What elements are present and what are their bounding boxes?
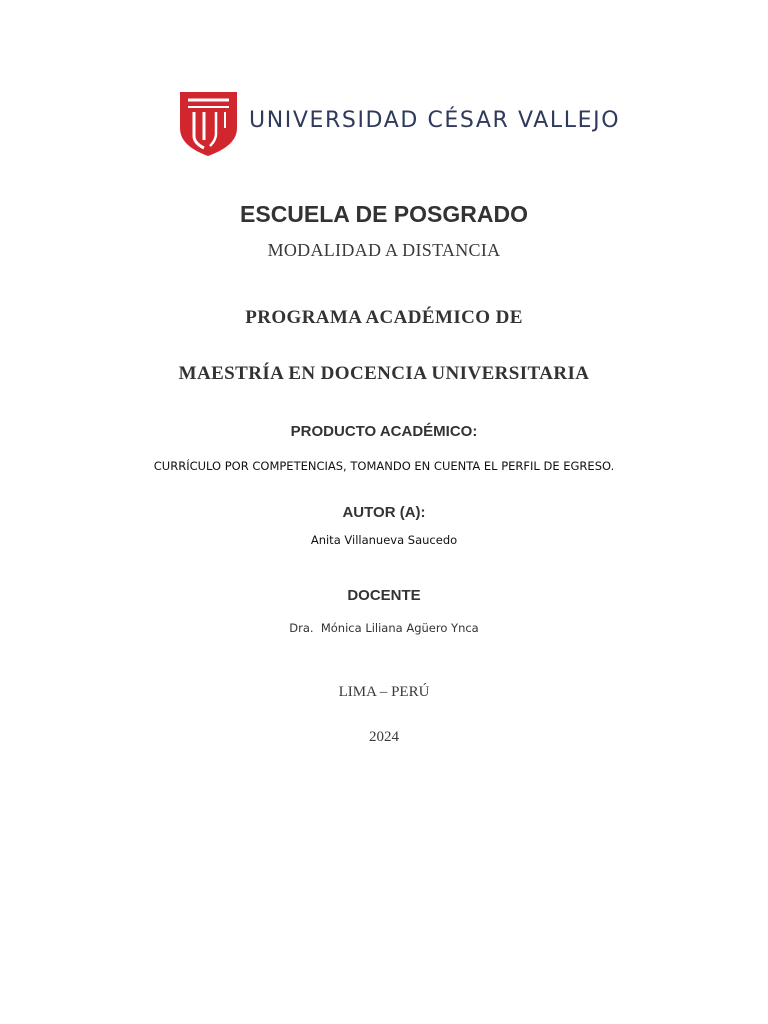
author-label: AUTOR (A): xyxy=(342,504,426,521)
program-title-line2: MAESTRÍA EN DOCENCIA UNIVERSITARIA xyxy=(178,363,590,384)
product-title: CURRÍCULO POR COMPETENCIAS, TOMANDO EN CUENTA EL PERFIL DE EGRESO. xyxy=(153,459,615,473)
product-label: PRODUCTO ACADÉMICO: xyxy=(290,423,478,440)
ucv-shield-icon xyxy=(180,90,237,156)
teacher-name: Dra. Mónica Liliana Agüero Ynca xyxy=(289,621,479,635)
teacher-label: DOCENTE xyxy=(347,587,421,604)
place: LIMA – PERÚ xyxy=(338,684,430,700)
modality-subtitle: MODALIDAD A DISTANCIA xyxy=(267,240,501,260)
program-title-line1: PROGRAMA ACADÉMICO DE xyxy=(245,307,523,328)
school-title: ESCUELA DE POSGRADO xyxy=(240,201,528,227)
author-name: Anita Villanueva Saucedo xyxy=(310,533,458,547)
university-name: UNIVERSIDAD CÉSAR VALLEJO xyxy=(249,108,621,133)
university-logo xyxy=(180,90,621,156)
year: 2024 xyxy=(369,729,399,745)
